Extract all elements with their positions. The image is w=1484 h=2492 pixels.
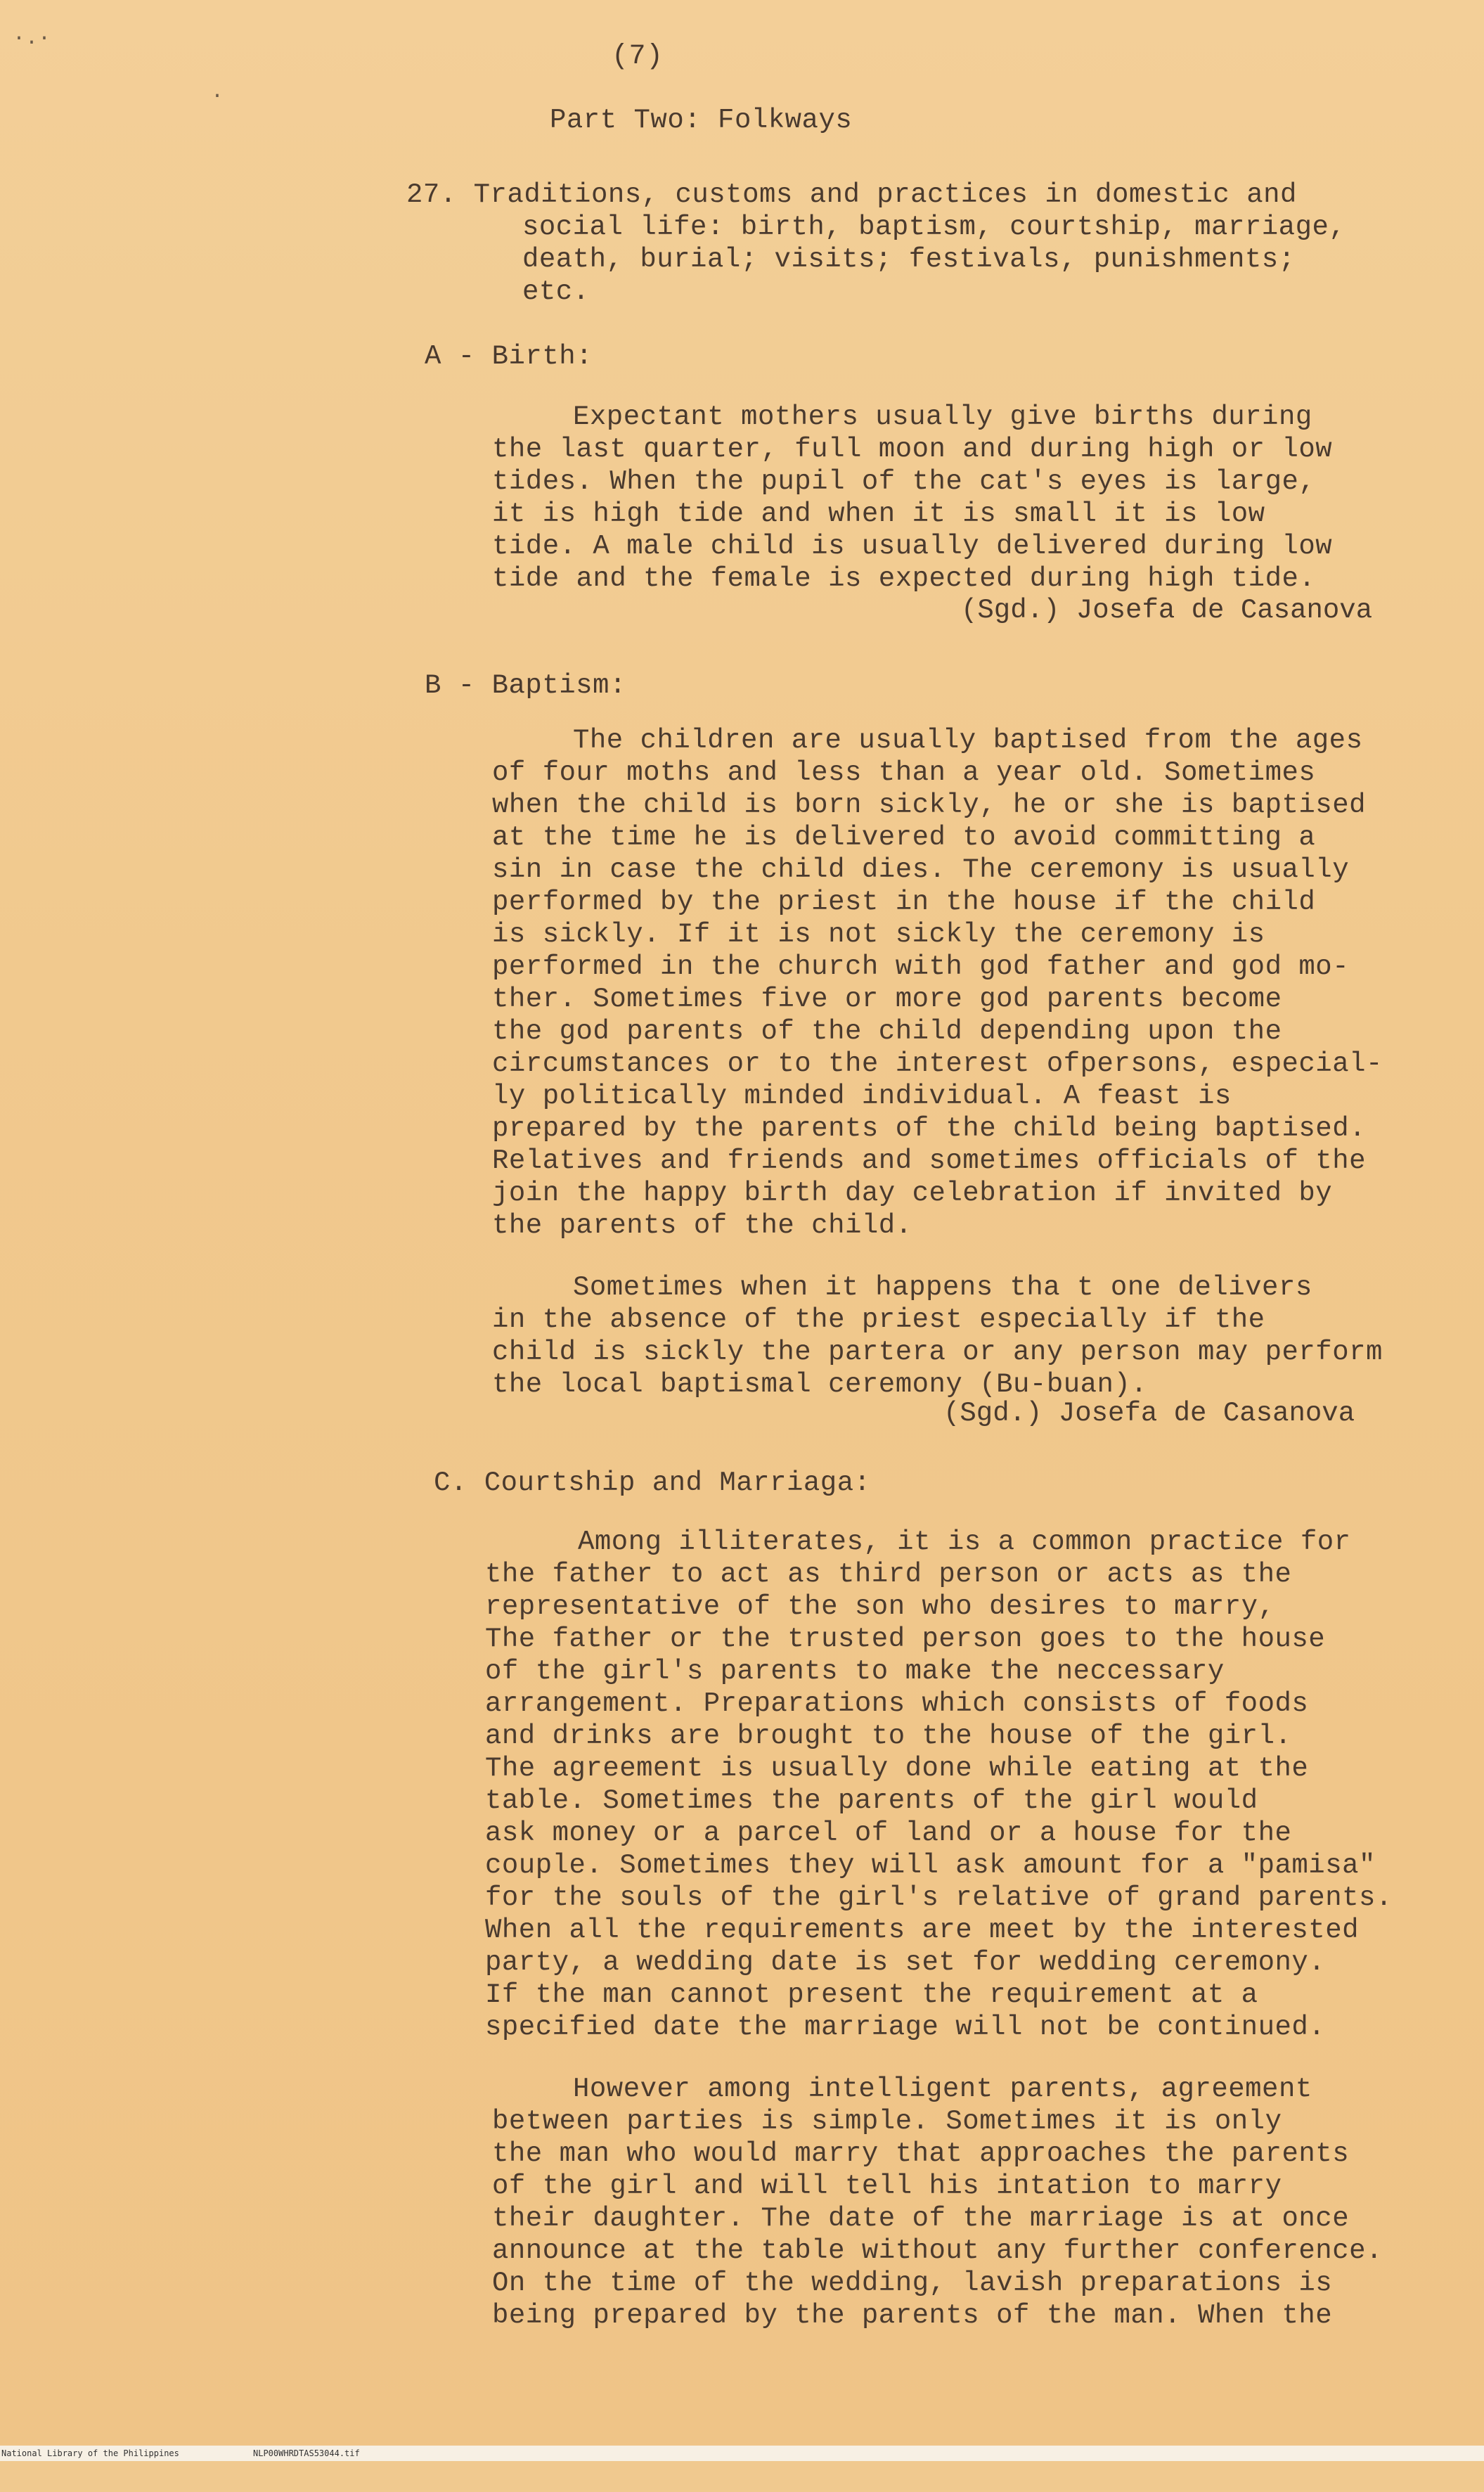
page-number: (7)	[612, 41, 664, 72]
baptism-line: Sometimes when it happens tha t one delivers	[573, 1272, 1312, 1303]
birth-line: tide and the female is expected during high tide.	[492, 563, 1316, 594]
baptism-line: performed in the church with god father and god mo-	[492, 951, 1350, 982]
part-title: Part Two: Folkways	[550, 105, 853, 136]
birth-line: the last quarter, full moon and during high or low	[492, 434, 1333, 465]
signature: (Sgd.) Josefa de Casanova	[961, 595, 1373, 626]
courtship-line: and drinks are brought to the house of the girl.	[485, 1721, 1292, 1752]
courtship-line: table. Sometimes the parents of the girl would	[485, 1785, 1258, 1816]
baptism-line: join the happy birth day celebration if invited by	[492, 1178, 1333, 1209]
baptism-line: sin in case the child dies. The ceremony is usually	[492, 854, 1350, 885]
item-27-line: death, burial; visits; festivals, punishments;	[522, 244, 1296, 275]
birth-line: tide. A male child is usually delivered during low	[492, 531, 1333, 562]
courtship-line: If the man cannot present the requirement at a	[485, 1979, 1258, 2010]
courtship-line: ask money or a parcel of land or a house for the	[485, 1818, 1292, 1849]
item-27-line: etc.	[522, 276, 590, 307]
scan-footer	[0, 2446, 1484, 2461]
courtship-line: party, a wedding date is set for wedding ceremony.	[485, 1947, 1326, 1978]
baptism-line: circumstances or to the interest ofpersons, especial-	[492, 1048, 1383, 1079]
courtship-line: The father or the trusted person goes to the house	[485, 1624, 1326, 1655]
courtship-line: of the girl's parents to make the neccessary	[485, 1656, 1225, 1687]
courtship-line: arrangement. Preparations which consists of foods	[485, 1688, 1309, 1719]
courtship-line: couple. Sometimes they will ask amount for a "pamisa"	[485, 1850, 1376, 1881]
courtship-line: their daughter. The date of the marriage is at once	[492, 2203, 1350, 2234]
baptism-line: The children are usually baptised from the ages	[573, 725, 1363, 756]
baptism-line: the local baptismal ceremony (Bu-buan).	[492, 1369, 1148, 1400]
section-heading: B - Baptism:	[425, 670, 626, 701]
courtship-line: announce at the table without any further conference.	[492, 2235, 1383, 2266]
footer-library: National Library of the Philippines	[1, 2448, 179, 2458]
baptism-line: is sickly. If it is not sickly the ceremony is	[492, 919, 1265, 950]
signature: (Sgd.) Josefa de Casanova	[943, 1398, 1355, 1429]
courtship-line: The agreement is usually done while eating at the	[485, 1753, 1309, 1784]
baptism-line: when the child is born sickly, he or she is baptised	[492, 790, 1366, 821]
baptism-line: of four moths and less than a year old. Sometimes	[492, 757, 1316, 788]
courtship-line: specified date the marriage will not be continued.	[485, 2012, 1326, 2043]
baptism-line: Relatives and friends and sometimes officials of the	[492, 1145, 1366, 1176]
section-heading: C. Courtship and Marriaga:	[434, 1467, 871, 1498]
courtship-line: On the time of the wedding, lavish preparations is	[492, 2268, 1333, 2299]
courtship-line: being prepared by the parents of the man. When the	[492, 2300, 1333, 2331]
paper-speck: ·.·	[13, 27, 51, 51]
courtship-line: between parties is simple. Sometimes it is only	[492, 2106, 1282, 2137]
birth-line: Expectant mothers usually give births during	[573, 402, 1312, 432]
courtship-line: Among illiterates, it is a common practice for	[578, 1527, 1351, 1558]
baptism-line: performed by the priest in the house if the child	[492, 887, 1316, 918]
courtship-line: When all the requirements are meet by the interested	[485, 1915, 1359, 1946]
baptism-line: at the time he is delivered to avoid committing a	[492, 822, 1316, 853]
baptism-line: ther. Sometimes five or more god parents become	[492, 984, 1282, 1015]
courtship-line: the man who would marry that approaches the parents	[492, 2138, 1350, 2169]
footer-file-id: NLP00WHRDTAS53044.tif	[253, 2448, 360, 2458]
courtship-line: However among intelligent parents, agreement	[573, 2074, 1312, 2105]
courtship-line: for the souls of the girl's relative of grand parents.	[485, 1882, 1393, 1913]
birth-line: tides. When the pupil of the cat's eyes is large,	[492, 466, 1316, 497]
item-27-line: social life: birth, baptism, courtship, marriage,	[522, 212, 1346, 243]
courtship-line: the father to act as third person or acts as the	[485, 1559, 1292, 1590]
section-heading: A - Birth:	[425, 341, 593, 372]
baptism-line: ly politically minded individual. A feast is	[492, 1081, 1232, 1112]
item-27-line: 27. Traditions, customs and practices in domestic and	[406, 179, 1297, 210]
paper-speck: ·	[211, 84, 224, 108]
baptism-line: in the absence of the priest especially if the	[492, 1304, 1265, 1335]
baptism-line: the parents of the child.	[492, 1210, 912, 1241]
birth-line: it is high tide and when it is small it is low	[492, 499, 1265, 529]
baptism-line: the god parents of the child depending upon the	[492, 1016, 1282, 1047]
baptism-line: child is sickly the partera or any person may perform	[492, 1337, 1383, 1368]
courtship-line: representative of the son who desires to marry,	[485, 1591, 1275, 1622]
courtship-line: of the girl and will tell his intation to marry	[492, 2171, 1282, 2202]
baptism-line: prepared by the parents of the child being baptised.	[492, 1113, 1366, 1144]
